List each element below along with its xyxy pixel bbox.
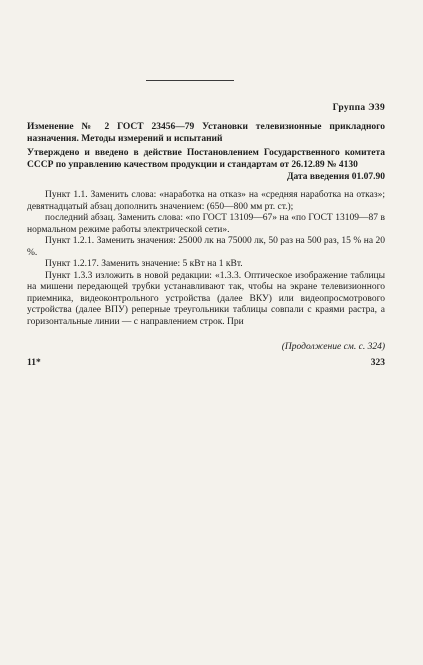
paragraph: Пункт 1.2.17. Заменить значение: 5 кВт на 1 кВт. xyxy=(45,259,243,269)
effective-date: Дата введения 01.07.90 xyxy=(286,172,385,182)
top-divider xyxy=(146,80,234,81)
paragraph: Пункт 1.3.3 изложить в новой редакции: «1.3.3. Оптическое изображение таблицы на мишени передающей трубки устанавливают так, чтобы на экране телевизионного приемника, видеоконтрольного устройства (далее ВКУ) или видеопросмотрового устройства (далее ВПУ) реперные треугольники таблицы совпали с краями растра, а горизонтальные линии — с направлением строк. При xyxy=(27,270,385,327)
paragraph: последний абзац. Заменить слова: «по ГОСТ 13109—67» на «по ГОСТ 13109—87 в нормальном режиме работы электрической сети». xyxy=(27,213,385,235)
amendment-title: Изменение № 2 ГОСТ 23456—79 Установки телевизионные прикладного назначения. Методы измерений и испытаний xyxy=(27,122,385,144)
approval-statement: Утверждено и введено в действие Постановлением Государственного комитета СССР по управлению качеством продукции и стандартам от 26.12.89 № 4130 xyxy=(27,148,385,170)
paragraph: Пункт 1.1. Заменить слова: «наработка на отказ» на «средняя наработка на отказ»; девятнадцатый абзац дополнить значением: (650—800 мм рт. ст.); xyxy=(27,190,385,212)
continuation-note: (Продолжение см. с. 324) xyxy=(281,342,385,352)
group-code: Группа Э39 xyxy=(332,103,385,113)
page-number: 323 xyxy=(370,358,385,368)
amendment-body xyxy=(27,190,385,328)
paragraph: Пункт 1.2.1. Заменить значения: 25000 лк на 75000 лк, 50 раз на 500 раз, 15 % на 20 %. xyxy=(27,236,385,258)
footer-signature-mark: 11* xyxy=(27,358,41,368)
